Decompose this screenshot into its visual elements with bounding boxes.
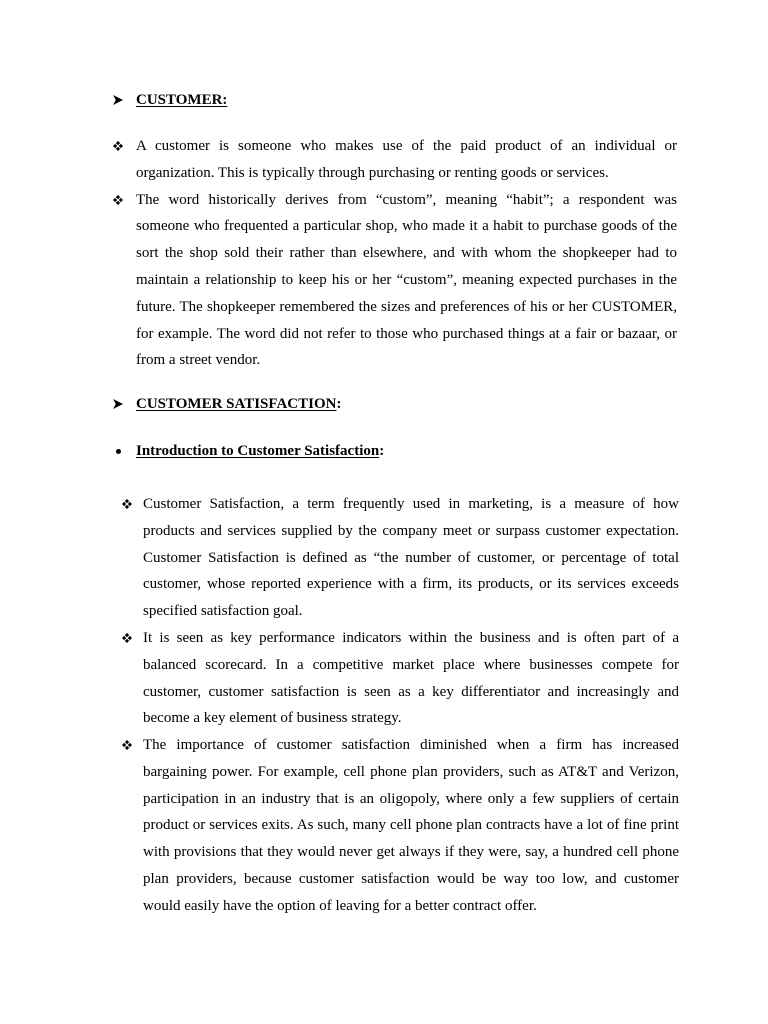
- bullet-text: The importance of customer satisfaction diminished when a firm has increased bargaining power. For example, cell phone plan providers, such as AT&T and Verizon, participation in an industry that is an oligopoly, where only a few suppliers of certain product or services exits. As such, many cell phone plan contracts have a lot of fine print with provisions that they would never get always if they were, say, a hundred cell phone plan providers, because customer satisfaction would be way too low, and customer would easily have the option of leaving for a better contract offer.: [143, 737, 679, 914]
- bullet-text: The word historically derives from “custom”, meaning “habit”; a respondent was someone who frequented a particular shop, who made it a habit to purchase goods of the sort the shop sold their rather than elsewhere, and with whom the shopkeeper had to maintain a relationship to keep his or her “custom”, meaning expected purchases in the future. The shopkeeper remembered the sizes and preferences of his or her CUSTOMER, for example. The word did not refer to those who purchased things at a fair or bazaar, or from a street vendor.: [136, 191, 677, 369]
- subheading-text: Introduction to Customer Satisfaction: [136, 442, 380, 459]
- section-heading-customer-satisfaction: [136, 391, 768, 418]
- bullet-text: Customer Satisfaction, a term frequently used in marketing, is a measure of how products and services supplied by the company meet or surpass customer expectation. Customer Satisfaction is defined as “the number of customer, or percentage of total customer, whose reported experience with a firm, its products, or its services exceeds specified satisfaction goal.: [143, 495, 679, 620]
- bullet-text: A customer is someone who makes use of the paid product of an individual or organization. This is typically through purchasing or renting goods or services.: [136, 137, 677, 181]
- diamond-bullet-icon: [113, 141, 123, 151]
- dot-bullet-icon: [116, 449, 121, 454]
- customer-satisfaction-bullet-list: [143, 491, 679, 920]
- bullet-text: It is seen as key performance indicators within the business and is often part of a balanced scorecard. In a competitive market place where businesses compete for customer, customer satisfaction is seen as a key differentiator and increasingly and become a key element of business strategy.: [143, 629, 679, 727]
- heading-text: CUSTOMER SATISFACTION: [136, 395, 337, 412]
- diamond-bullet-icon: [122, 633, 132, 643]
- section-heading-customer: [136, 87, 768, 114]
- diamond-bullet-icon: [113, 195, 123, 205]
- subheading-colon: :: [379, 442, 385, 459]
- list-item: [136, 187, 677, 375]
- heading-colon: :: [336, 395, 342, 412]
- diamond-bullet-icon: [122, 740, 132, 750]
- diamond-bullet-icon: [122, 499, 132, 509]
- list-item: [143, 625, 679, 732]
- heading-text: CUSTOMER:: [136, 92, 228, 108]
- list-item: [136, 133, 677, 187]
- list-item: [143, 491, 679, 625]
- list-item: [143, 732, 679, 920]
- subheading-introduction: [136, 438, 768, 465]
- arrow-bullet-icon: [113, 95, 123, 105]
- customer-bullet-list: [136, 133, 677, 374]
- arrow-bullet-icon: [113, 399, 123, 409]
